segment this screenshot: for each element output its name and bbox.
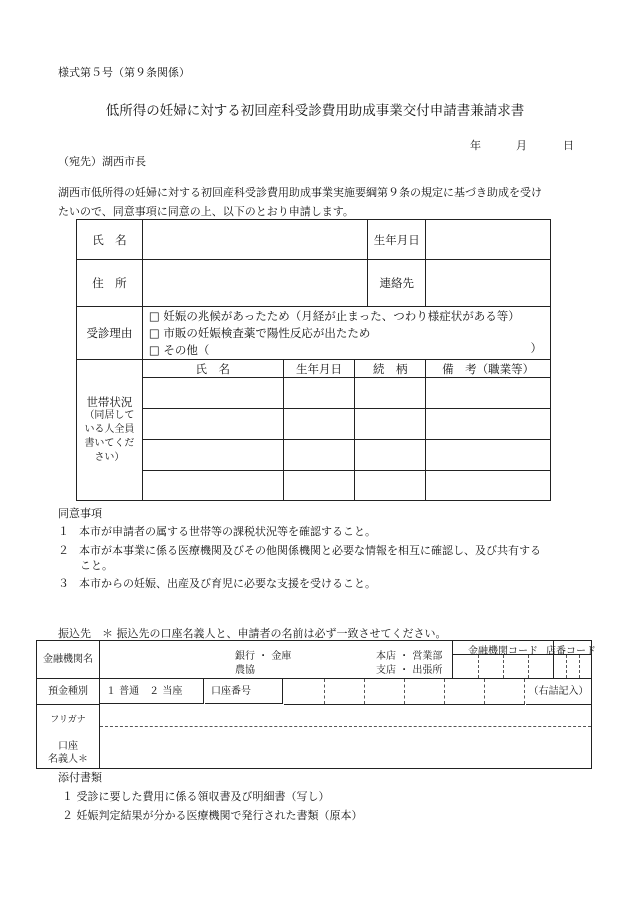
household-cell[interactable] [355, 440, 426, 471]
code-digit-divider [478, 655, 479, 678]
account-digit-divider [524, 679, 525, 704]
account-digit-divider [404, 679, 405, 704]
household-cell[interactable] [355, 378, 426, 409]
reason-option-3[interactable]: □ その他（ [148, 342, 210, 357]
right-align-note: （右詰記入） [526, 679, 591, 705]
household-col-dob: 生年月日 [283, 360, 355, 378]
consent-num: ２ [58, 544, 69, 557]
form-number: 様式第５号（第９条関係） [58, 66, 190, 79]
branch-code-label: 店番コード [546, 646, 596, 657]
household-label: 世帯状況 [86, 395, 133, 409]
date-day: 日 [563, 139, 574, 152]
institution-label: 金融機関名 [37, 641, 100, 679]
household-note-4: さい） [94, 452, 125, 463]
consent-item-1 [58, 523, 376, 539]
holder-label-cell [37, 705, 100, 768]
household-cell[interactable] [283, 471, 355, 501]
reason-option-1[interactable]: □ 妊娠の兆候があったため（月経が止まった、つわり様症状がある等） [148, 308, 520, 323]
household-note-2: いる人全員 [84, 424, 135, 435]
consent-item-2-cont: こと。 [80, 559, 113, 572]
date-year: 年 [470, 139, 481, 152]
reason-close-paren: ） [530, 341, 542, 355]
account-digit-divider [324, 679, 325, 704]
code-digit-divider [579, 655, 580, 678]
attachments-heading: 添付書類 [58, 771, 102, 784]
page-title: 低所得の妊婦に対する初回産科受診費用助成事業交付申請書兼請求書 [105, 103, 525, 119]
household-label-cell [77, 360, 143, 501]
holder-label-2: 名義人＊ [48, 754, 88, 765]
attachment-item-1: １ 受診に要した費用に係る領収書及び明細書（写し） [62, 790, 330, 803]
consent-text: 本市が本事業に係る医療機関及びその他関係機関と必要な情報を相互に確認し、及び共有する [79, 544, 541, 557]
consent-text: 本市が申請者の属する世帯等の課税状況等を確認すること。 [79, 525, 376, 538]
consent-text: 本市からの妊娠、出産及び育児に必要な支援を受けること。 [79, 577, 376, 590]
household-cell[interactable] [355, 409, 426, 440]
household-cell[interactable] [142, 409, 283, 440]
addressee: （宛先）湖西市長 [58, 155, 146, 168]
dob-field[interactable] [426, 220, 551, 260]
consent-num: １ [58, 525, 69, 538]
name-label: 氏 名 [77, 220, 143, 260]
furigana-label: フリガナ [50, 715, 86, 725]
institution-code-label: 金融機関コード [468, 646, 538, 657]
household-cell[interactable] [426, 471, 551, 501]
household-cell[interactable] [355, 471, 426, 501]
applicant-table [76, 219, 551, 501]
household-cell[interactable] [283, 378, 355, 409]
date-month: 月 [516, 139, 527, 152]
household-col-name: 氏 名 [142, 360, 283, 378]
household-cell[interactable] [426, 440, 551, 471]
address-field[interactable] [142, 260, 367, 307]
consent-item-2 [58, 542, 541, 558]
account-number-label: 口座番号 [205, 679, 283, 704]
deposit-type-options[interactable]: １ 普通 ２ 当座 [100, 679, 204, 704]
household-cell[interactable] [142, 471, 283, 501]
consent-item-3 [58, 575, 376, 591]
household-note-1: （同居して [84, 410, 135, 421]
consent-heading: 同意事項 [58, 507, 102, 520]
institution-field[interactable] [100, 641, 452, 679]
furigana-field[interactable] [100, 705, 591, 727]
bank-table [36, 640, 596, 769]
household-cell[interactable] [283, 440, 355, 471]
account-digit-divider [484, 679, 485, 704]
holder-label-1: 口座 [58, 741, 78, 752]
household-cell[interactable] [142, 440, 283, 471]
household-col-relation: 続 柄 [355, 360, 426, 378]
intro-line-2: たいので、同意事項に同意の上、以下のとおり申請します。 [58, 205, 354, 218]
code-digit-divider [503, 655, 504, 678]
reason-options [142, 307, 550, 360]
deposit-type-label: 預金種別 [37, 679, 100, 705]
reason-option-2[interactable]: □ 市販の妊娠検査薬で陽性反応が出たため [148, 325, 371, 340]
code-digit-divider [566, 655, 567, 678]
consent-num: ３ [58, 577, 69, 590]
household-col-notes: 備 考（職業等） [426, 360, 551, 378]
branch-types-2: 支店 ・ 出張所 [376, 665, 443, 676]
address-label: 住 所 [77, 260, 143, 307]
code-digit-divider [528, 655, 529, 678]
account-number-field[interactable] [284, 679, 525, 705]
contact-label: 連絡先 [368, 260, 426, 307]
contact-field[interactable] [426, 260, 551, 307]
intro-line-1: 湖西市低所得の妊婦に対する初回産科受診費用助成事業実施要綱第９条の規定に基づき助成を受け [58, 186, 542, 199]
household-note-3: 書いてくだ [84, 438, 135, 449]
holder-name-field[interactable] [100, 727, 591, 768]
bank-types-2: 農協 [235, 665, 255, 676]
bank-heading: 振込先 ＊ 振込先の口座名義人と、申請者の名前は必ず一致させてください。 [58, 627, 447, 640]
bank-types-1: 銀行 ・ 金庫 [235, 651, 292, 662]
household-cell[interactable] [426, 378, 551, 409]
account-digit-divider [444, 679, 445, 704]
household-cell[interactable] [142, 378, 283, 409]
account-digit-divider [364, 679, 365, 704]
reason-label: 受診理由 [77, 307, 143, 360]
branch-code-box [546, 641, 596, 679]
attachment-item-2: ２ 妊娠判定結果が分かる医療機関で発行された書類（原本） [62, 809, 363, 822]
name-field[interactable] [142, 220, 367, 260]
dob-label: 生年月日 [368, 220, 426, 260]
branch-types-1: 本店 ・ 営業部 [376, 651, 443, 662]
household-cell[interactable] [426, 409, 551, 440]
household-cell[interactable] [283, 409, 355, 440]
